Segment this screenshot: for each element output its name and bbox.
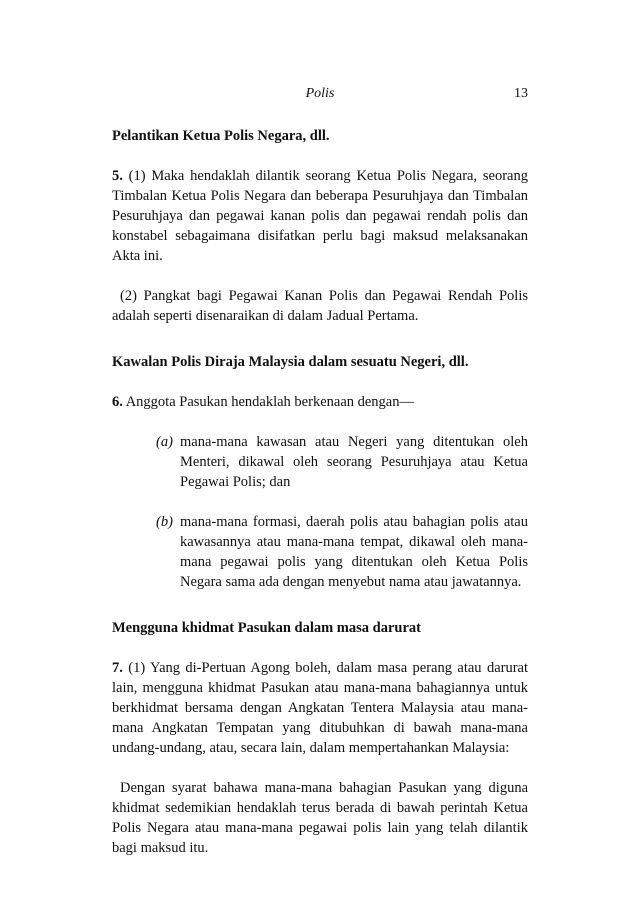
item-text: mana-mana formasi, daerah polis atau bahagian polis atau kawasannya atau mana-mana tempat, dikawal oleh mana-mana pegawai polis yang ditentukan oleh Ketua Polis Negara sama ada dengan menyebut nama atau jawatannya. [180,514,528,590]
item-text: mana-mana kawasan atau Negeri yang ditentukan oleh Menteri, dikawal oleh seorang Pesuruhjaya atau Ketua Pegawai Polis; dan [180,434,528,490]
item-label: (b) [156,514,173,530]
section-7-heading: Mengguna khidmat Pasukan dalam masa darurat [112,620,421,636]
document-page [112,86,528,858]
section-6-item-b [156,512,528,592]
section-6-intro-text: Anggota Pasukan hendaklah berkenaan dengan— [125,394,414,410]
section-7-subsection-1-text: (1) Yang di-Pertuan Agong boleh, dalam masa perang atau darurat lain, mengguna khidmat Pasukan atau mana-mana bahagiannya untuk berkhidmat bersama dengan Angkatan Tentera Malaysia atau mana-mana Angkatan Tempatan yang ditubuhkan di bawah mana-mana undang-undang, atau, secara lain, dalam mempertahankan Malaysia: [112,660,528,756]
section-5-heading: Pelantikan Ketua Polis Negara, dll. [112,128,330,144]
section-5-number: 5. [112,168,123,184]
item-label: (a) [156,434,173,450]
section-7-subsection-1 [112,658,528,758]
running-header [112,86,528,108]
page-number: 13 [514,86,528,101]
section-7-number: 7. [112,660,123,676]
section-6-number: 6. [112,394,123,410]
section-7-proviso: Dengan syarat bahawa mana-mana bahagian Pasukan yang diguna khidmat sedemikian hendaklah terus berada di bawah perintah Ketua Polis Negara atau mana-mana pegawai polis lain yang telah dilantik bagi maksud itu. [112,780,528,856]
section-5-subsection-1-text: (1) Maka hendaklah dilantik seorang Ketua Polis Negara, seorang Timbalan Ketua Polis Negara dan beberapa Pesuruhjaya dan Timbalan Pesuruhjaya dan pegawai kanan polis dan pegawai rendah polis dan konstabel sebagaimana disifatkan perlu bagi maksud melaksanakan Akta ini. [112,168,528,264]
running-title: Polis [305,86,335,101]
section-5-subsection-2: (2) Pangkat bagi Pegawai Kanan Polis dan Pegawai Rendah Polis adalah seperti disenaraikan di dalam Jadual Pertama. [112,288,528,324]
section-6-heading: Kawalan Polis Diraja Malaysia dalam sesuatu Negeri, dll. [112,354,469,370]
section-6-intro [112,392,528,412]
section-6-item-a [156,432,528,492]
section-5-subsection-1 [112,166,528,266]
